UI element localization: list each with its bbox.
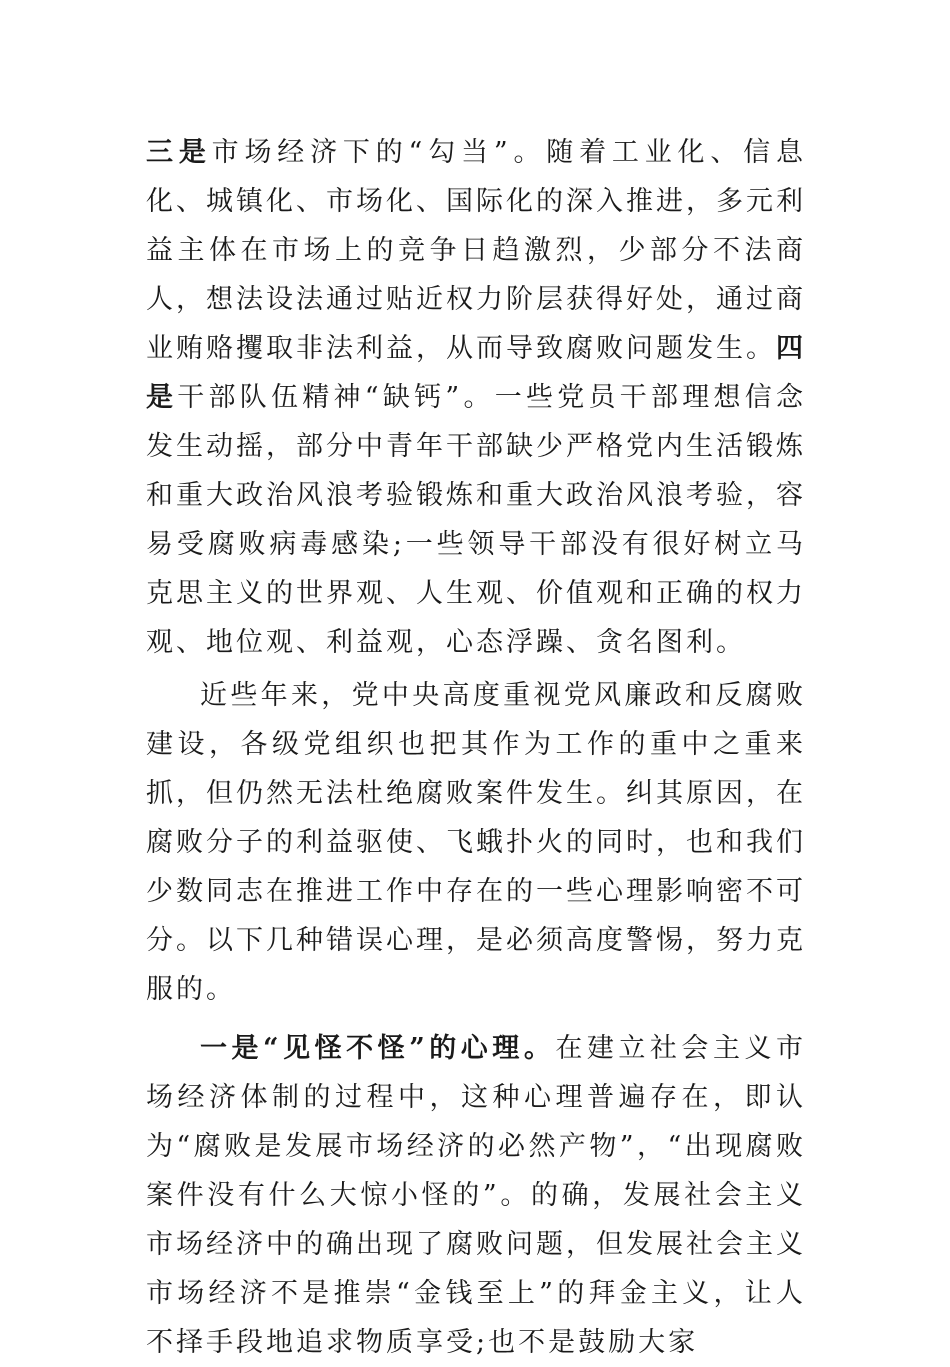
point-three-lead: 三是 <box>146 137 212 168</box>
intro-text: 近些年来，党中央高度重视党风廉政和反腐败建设，各级党组织也把其作为工作的重中之重来抓，但仍然无法杜绝腐败案件发生。纠其原因，在腐败分子的利益驱使、飞蛾扑火的同时，也和我们少数同志在推进工作中存在的一些心理影响密不可分。以下几种错误心理，是必须高度警惕，努力克服的。 <box>146 680 806 1005</box>
psychology-one-heading: 一是“见怪不怪”的心理。 <box>200 1033 556 1064</box>
point-four-lead: 四是 <box>146 333 806 413</box>
point-three-text: 市场经济下的“勾当”。随着工业化、信息化、城镇化、市场化、国际化的深入推进，多元利益主体在市场上的竞争日趋激烈，少部分不法商人，想法设法通过贴近权力阶层获得好处，通过商业贿赂攫取非法利益，从而导致腐败问题发生。 <box>146 137 806 364</box>
paragraph-intro <box>146 671 806 1014</box>
document-body <box>146 128 806 1367</box>
point-four-text: 干部队伍精神“缺钙”。一些党员干部理想信念发生动摇，部分中青年干部缺少严格党内生活锻炼和重大政治风浪考验锻炼和重大政治风浪考验，容易受腐败病毒感染;一些领导干部没有很好树立马克思主义的世界观、人生观、价值观和正确的权力观、地位观、利益观，心态浮躁、贪名图利。 <box>146 382 807 658</box>
paragraph-psychology-one <box>146 1024 806 1367</box>
psychology-one-text: 在建立社会主义市场经济体制的过程中，这种心理普遍存在，即认为“腐败是发展市场经济的必然产物”，“出现腐败案件没有什么大惊小怪的”。的确，发展社会主义市场经济中的确出现了腐败问题，但发展社会主义市场经济不是推崇“金钱至上”的拜金主义，让人不择手段地追求物质享受;也不是鼓励大家 <box>146 1033 807 1358</box>
paragraph-causes <box>146 128 806 667</box>
